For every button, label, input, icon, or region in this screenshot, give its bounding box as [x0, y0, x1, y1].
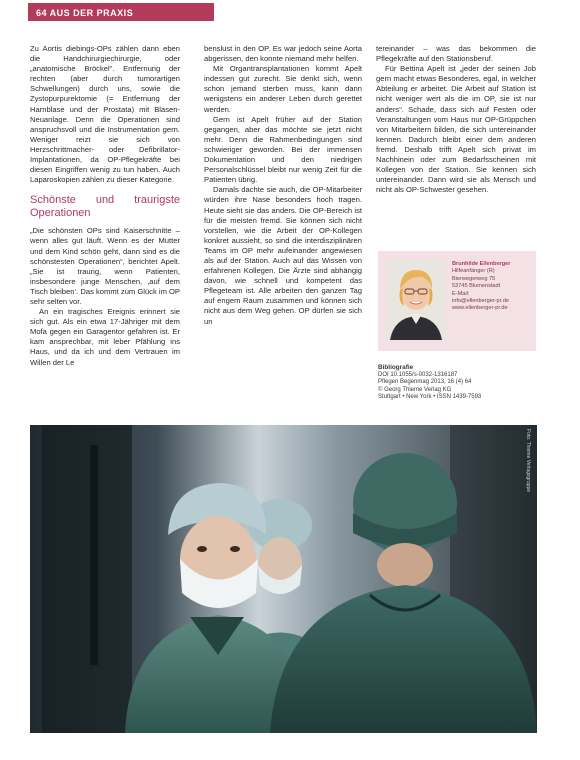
bibliography-heading: Bibliografie	[378, 364, 414, 371]
bibliography-line: Stuttgart • New York • ISSN 1439-7593	[378, 394, 482, 401]
paragraph: tereinander – was das bekommen die Pflegekräfte auf den Stationsberuf.	[376, 44, 536, 64]
author-contact-info	[452, 261, 532, 313]
bibliography-block	[378, 364, 536, 402]
section-header-bar	[28, 3, 214, 21]
paragraph: Zu Aortis diebings-OPs zählen dann eben die Handchirurgiechirurgie, oder „anatomische Bröckel“. Entfernung der rechten (aber durch tumorartigen Schwellungen) durch uns, sowie die Zystopurpurektomie (= Entfernung der Harnblase und der Prostata) mit Blasen-Neuanlage. Denn die Operationen sind anspruchsvoll und die Instrumentation gern. Weniger reizt sie sich von Herzschrittmacher- oder Defibrillator-Implantationen, da OP-Pflegekräfte bei diesen Eingriffen wenig zu tun haben. Auch Laparoskopien zählen zu dieser Kategorie.	[30, 44, 180, 185]
operating-room-photo	[30, 425, 537, 733]
author-contact-line: Bierwegerweg 75	[452, 275, 496, 282]
author-contact-line: 53745 Blumenstadt	[452, 283, 501, 290]
paragraph: Mit Organtransplantationen kommt Apelt indessen gut zurecht. Sie denkt sich, wenn schon jemand sterben muss, kann dann wenigstens ein anderer Leben durch gerettet werden.	[204, 64, 362, 114]
paragraph: „Die schönsten OPs sind Kaiserschnitte – wenn alles gut läuft. Wenn es der Mutter und dem Kind schön geht, dann sind es die schönstesten Operationen“, berichtet Apelt. „Sie ist traurig, wenn Patienten, insbesondere junge Menschen, ‚auf dem Tisch bleiben‘. Das kommt zum Glück im OP sehr selten vor.	[30, 226, 180, 306]
text-column-3	[376, 44, 536, 195]
paragraph: An ein tragisches Ereignis erinnert sie sich gut. Als ein etwa 17-Jähriger mit dem Mofa gegen ein Garagentor gefahren ist. Er kam ansprechbar, mit leber Pfählung ins Haus, und da ich und dem Vertrauen im Willen der Le	[30, 307, 180, 367]
author-contact-line: www.ellenberger-pr.de	[452, 305, 508, 312]
author-portrait	[386, 260, 446, 340]
author-profile-box	[378, 251, 536, 351]
author-contact-line: info@ellenberger-pr.de	[452, 298, 509, 305]
author-portrait-illustration	[386, 260, 446, 340]
text-column-2	[204, 44, 362, 327]
operating-room-illustration	[30, 425, 537, 733]
author-name: Brunhilde Ellenberger	[452, 261, 511, 267]
section-subheading: Schönste und traurigste Operationen	[30, 194, 180, 220]
bibliography-line: DOI 10.1055/s-0032-1316187	[378, 371, 458, 378]
bibliography-line: Pflegen Begenmag 2013, 16 (4) 64	[378, 379, 472, 386]
paragraph: Damals dachte sie auch, die OP-Mitarbeiter würden ihre Nase besonders hoch tragen. Heute sieht sie das anders. Die OP-Bereich ist für die meisten fremd. Sie können sich nicht vorstellen, wie die Arbeit der OP-Kollegen konkret aussieht, so sind die interdisziplinären Teams im OP mehr aufeinander angewiesen als auf der Station. Auch auf das Wissen von erfahrenen Kollegen. Die Ärzte sind abhängig davon, wie schnell und kompetent das Pflegeteam ist. Alle arbeiten den ganzen Tag auf engem Raum zusammen und können sich nicht aus dem Weg gehen. OP dürfen sie sich un	[204, 185, 362, 326]
paragraph: Für Bettina Apelt ist „jeder der seinen Job gern macht etwas Besonderes, egal, in welcher Abteilung er arbeitet. Die Arbeit auf Station ist nicht weniger wert als die im OP, sie ist nur anders“. Schade, dass sich auf Festen oder Veranstaltungen vom Haus nur OP-Grüppchen von Mitarbeitern bilden, die sich untereinander kennen. Dadurch bleibt einer dem anderen fremd. Deshalb trifft Apelt sich privat im Nachhinein oder zum Bedarfsscheinen mit Kollegen von der Station. Sie kennen sich untereinander. Dann wird sie als Mensch und nicht als OP-Schwester gesehen.	[376, 64, 536, 195]
author-contact-line: E-Mail:	[452, 290, 470, 297]
paragraph: Gern ist Apelt früher auf der Station gegangen, aber das möchte sie jetzt nicht mehr. Denn die Rahmenbedingungen sind schwieriger geworden. Bei der immensen Dokumentation und den niedrigen Personalschlüssel bleibt nur wenig Zeit für die Patienten übrig.	[204, 114, 362, 185]
author-contact-line: Hilfeanfänger (R)	[452, 268, 495, 275]
paragraph: benslust in den OP. Es war jedoch seine Aorta abgerissen, den konnte niemand mehr helfen.	[204, 44, 362, 64]
photo-credit: Foto: Thieme Verlagsgruppe	[525, 429, 531, 493]
section-label: 64 AUS DER PRAXIS	[36, 8, 134, 18]
text-column-1	[30, 44, 180, 368]
bibliography-line: © Georg Thieme Verlag KG	[378, 386, 452, 393]
